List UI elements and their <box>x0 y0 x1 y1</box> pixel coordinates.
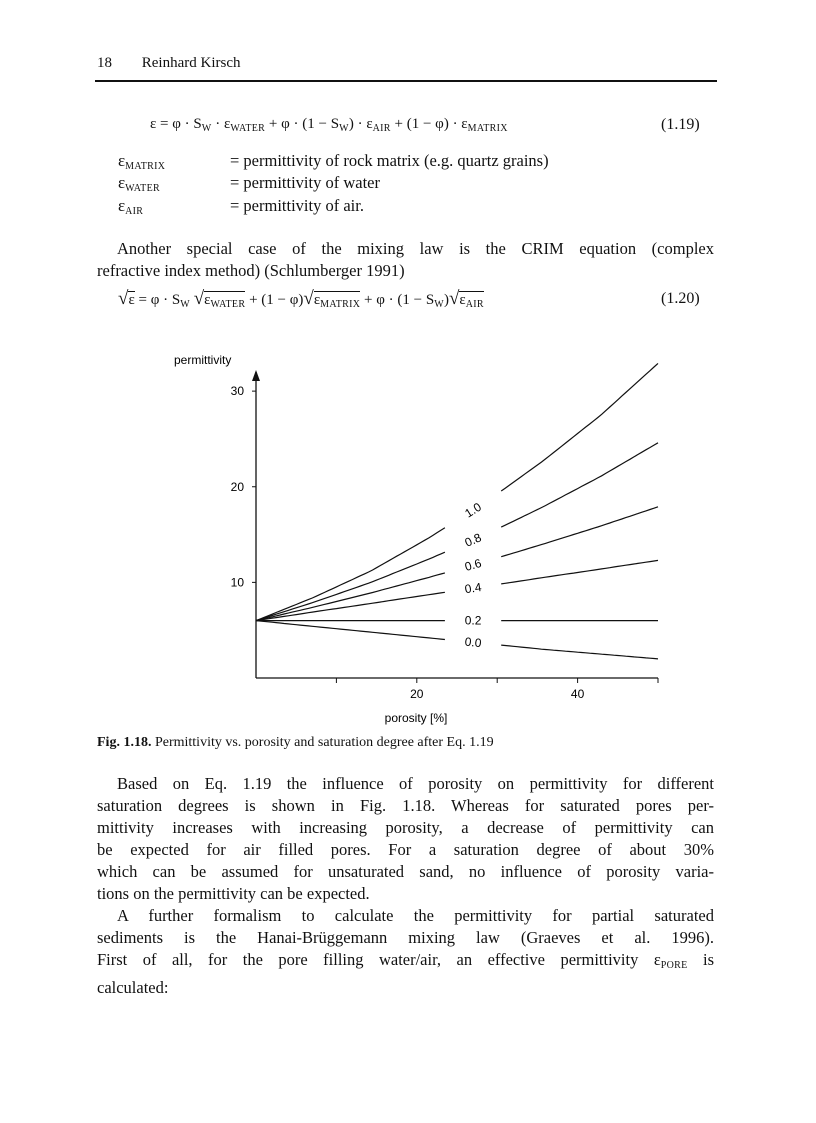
series-label: 1.0 <box>462 499 484 521</box>
paragraph-results <box>97 773 714 905</box>
text-line: tions on the permittivity can be expected. <box>97 884 370 903</box>
definition-matrix-text: = permittivity of rock matrix (e.g. quartz grains) <box>230 151 549 170</box>
def-symbol: ε <box>118 196 126 215</box>
y-tick-label: 30 <box>230 384 244 399</box>
paragraph-hanai <box>97 905 714 999</box>
series-label: 0.2 <box>464 613 482 628</box>
figure-caption <box>97 735 494 751</box>
y-tick-label: 10 <box>230 575 244 590</box>
running-author: Reinhard Kirsch <box>141 55 241 71</box>
text-line: saturation degrees is shown in Fig. 1.18. Whereas for saturated pores per- <box>97 796 714 815</box>
definition-matrix <box>118 151 165 172</box>
eq-1-19-sub: MATRIX <box>467 123 508 134</box>
page-number: 18 <box>97 55 112 71</box>
series-line-0-0 <box>256 621 445 640</box>
equation-1-20 <box>118 288 484 310</box>
def-subscript: WATER <box>125 183 160 194</box>
text-fragment: is <box>687 950 714 969</box>
equation-number-1-20: (1.20) <box>661 290 700 307</box>
text-fragment: First of all, for the pore filling water/air, an effective permittivity ε <box>97 950 661 969</box>
eq-1-19-sub: AIR <box>372 123 391 134</box>
eq-1-19-part: + (1 − φ) · ε <box>390 116 468 132</box>
eq-1-20-part: = φ · S <box>134 292 181 308</box>
sqrt-matrix: $√\varepsilon_{MATRIX}$ <box>303 288 361 310</box>
series-label: 0.0 <box>464 634 483 651</box>
eq-1-20-part: ) <box>443 292 449 308</box>
eq-1-20-sub: W <box>434 299 444 310</box>
series-line-0-4 <box>501 560 658 584</box>
equation-1-19 <box>150 116 508 134</box>
series-line-1-0 <box>501 363 658 491</box>
eq-1-19-part: · ε <box>211 116 231 132</box>
eq-1-19-sub: W <box>339 123 349 134</box>
text-line: be expected for air filled pores. For a saturation degree of about 30% <box>97 840 714 859</box>
sqrt-air: $√\varepsilon_{AIR}$ <box>448 288 484 310</box>
eq-1-20-part: ε <box>204 292 211 308</box>
eq-1-20-part: ε <box>459 292 466 308</box>
definition-air-text: = permittivity of air. <box>230 196 364 215</box>
y-axis-label: permittivity <box>174 353 232 367</box>
definition-air <box>118 196 143 217</box>
text-line: sediments is the Hanai-Brüggemann mixing law (Graeves et al. 1996). <box>97 928 714 947</box>
text-line <box>97 949 714 977</box>
def-symbol: ε <box>118 173 126 192</box>
eq-1-19-part: + φ · (1 − S <box>265 116 340 132</box>
series-label: 0.8 <box>462 530 484 550</box>
text-line: mittivity increases with increasing porosity, a decrease of permittivity can <box>97 818 714 837</box>
series-line-0-0 <box>501 645 658 659</box>
eq-1-20-part: + φ · (1 − S <box>360 292 435 308</box>
sqrt-water: $√\varepsilon_{WATER}$ <box>193 288 246 310</box>
equation-number-1-19: (1.19) <box>661 116 700 133</box>
eq-1-19-sub: W <box>201 123 212 134</box>
permittivity-chart <box>160 350 680 730</box>
def-subscript: AIR <box>125 206 144 217</box>
eq-1-20-sub: MATRIX <box>320 299 361 310</box>
def-symbol: ε <box>118 151 126 170</box>
x-tick-label: 40 <box>570 687 585 701</box>
series-line-0-8 <box>256 552 445 620</box>
y-tick-label: 20 <box>230 479 244 494</box>
axes <box>252 370 658 678</box>
running-header <box>97 55 266 72</box>
eq-1-20-part: + (1 − φ) <box>245 292 304 308</box>
def-subscript: MATRIX <box>125 161 166 172</box>
eq-1-20-sub: WATER <box>210 299 246 310</box>
definition-water <box>118 173 160 194</box>
eq-1-20-part: ε <box>313 292 321 308</box>
eq-1-19-part: ) · ε <box>348 116 373 132</box>
text-line: which can be assumed for unsaturated sand, no influence of porosity varia- <box>97 862 714 881</box>
eq-1-20-part: ε <box>128 292 135 308</box>
eq-1-19-part: ε = φ · S <box>150 116 202 132</box>
pore-subscript: PORE <box>660 960 688 971</box>
text-line: calculated: <box>97 978 169 997</box>
figure-label: Fig. 1.18. <box>97 735 152 750</box>
definition-water-text: = permittivity of water <box>230 173 380 192</box>
paragraph-crim-intro <box>97 238 714 282</box>
figure-caption-text: Permittivity vs. porosity and saturation degree after Eq. 1.19 <box>151 735 494 750</box>
sqrt-epsilon: √ε <box>118 288 135 309</box>
eq-1-20-sub: AIR <box>465 299 484 310</box>
series-line-0-6 <box>501 507 658 557</box>
text-line: Based on Eq. 1.19 the influence of porosity on permittivity for different <box>117 774 714 793</box>
y-axis-arrow <box>252 370 260 381</box>
text-line: Another special case of the mixing law is the CRIM equation (complex <box>117 239 714 258</box>
eq-1-19-sub: WATER <box>230 123 266 134</box>
series-label: 0.4 <box>463 579 483 597</box>
series-label: 0.6 <box>463 555 483 574</box>
x-axis-label: porosity [%] <box>384 711 448 725</box>
series-lines <box>256 363 658 659</box>
text-line: refractive index method) (Schlumberger 1991) <box>97 261 405 280</box>
series-line-0-4 <box>256 592 445 620</box>
text-line: A further formalism to calculate the permittivity for partial saturated <box>117 906 714 925</box>
header-rule <box>95 80 717 82</box>
x-tick-label: 20 <box>410 687 424 701</box>
eq-1-20-sub: W <box>180 299 190 310</box>
